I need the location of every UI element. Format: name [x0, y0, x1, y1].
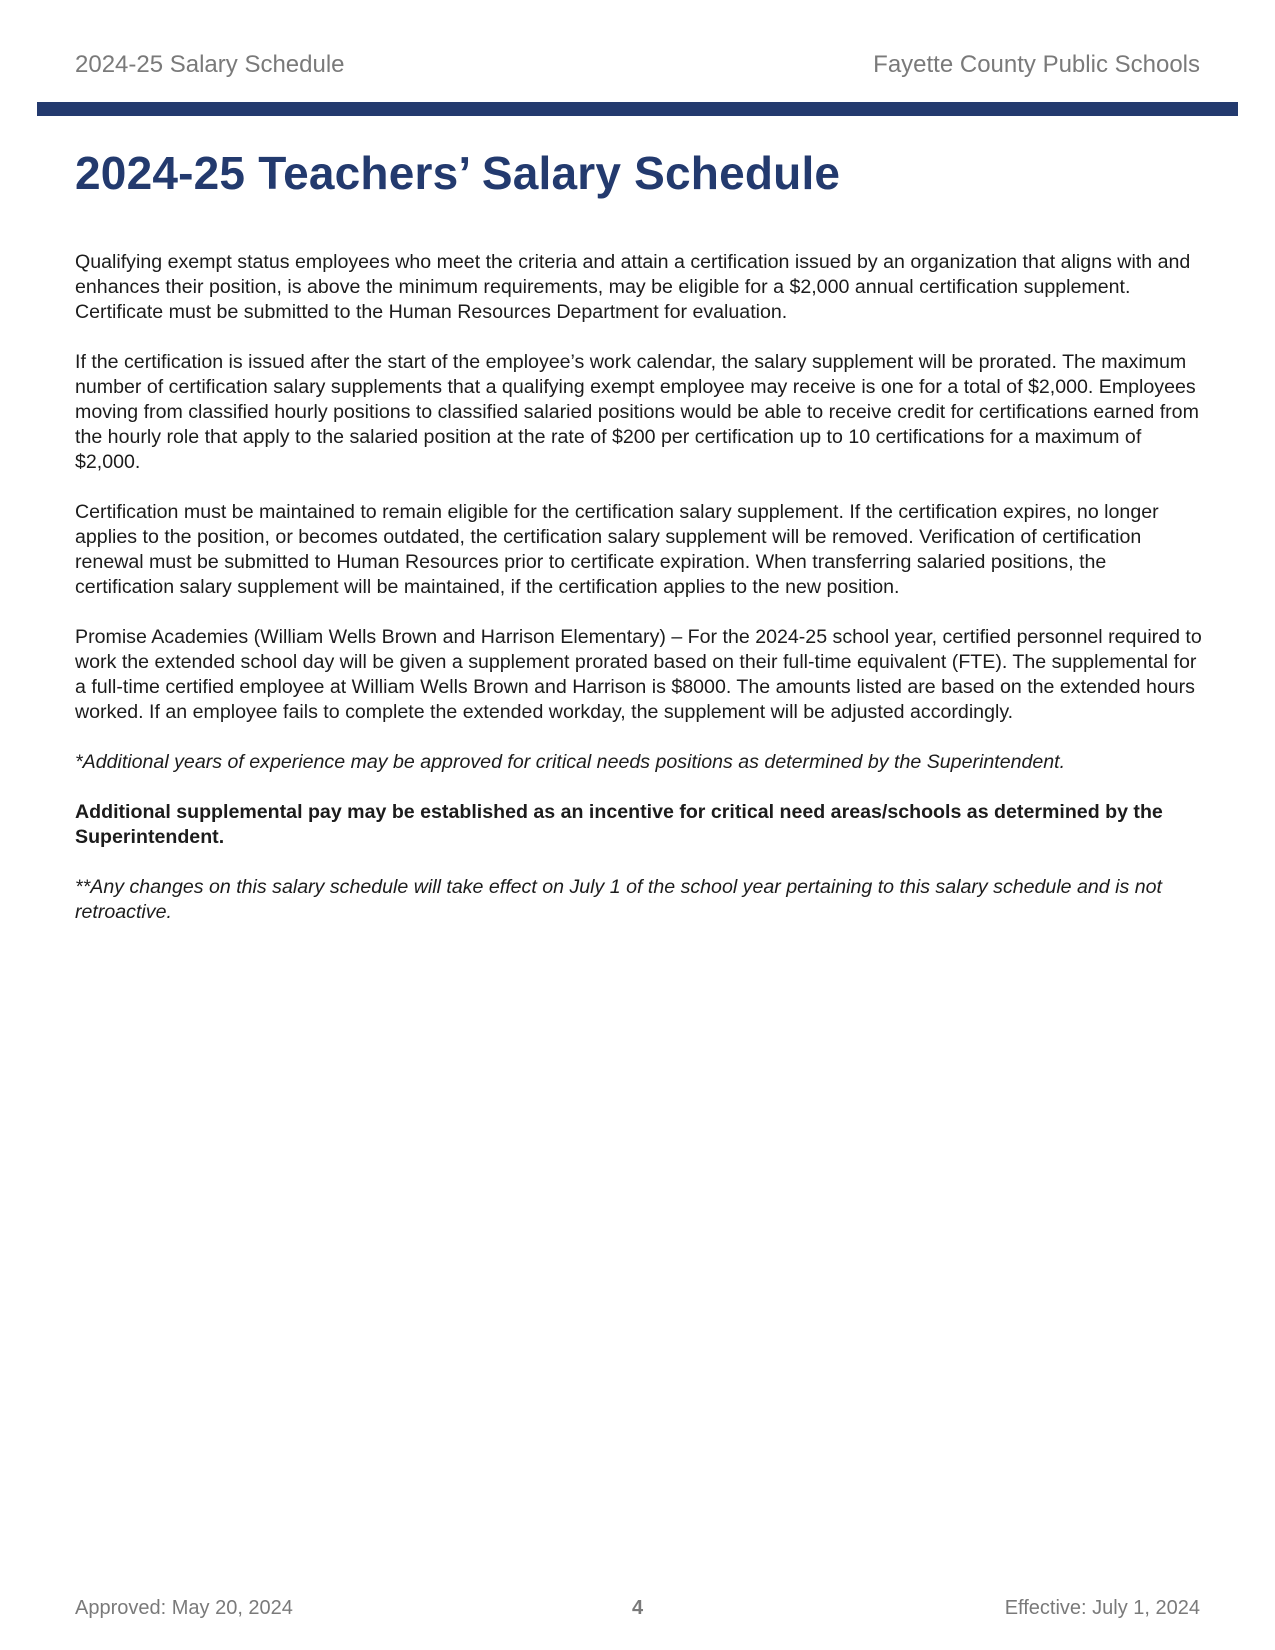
- footer-page-number: 4: [631, 1596, 644, 1619]
- note-additional-experience: *Additional years of experience may be approved for critical needs positions as determined by the Superintendent.: [75, 751, 1066, 773]
- page-title: 2024-25 Teachers’ Salary Schedule: [75, 147, 841, 199]
- paragraph-promise-academies: Promise Academies (William Wells Brown and Harrison Elementary) – For the 2024-25 school year, certified personnel required to work the extended school day will be given a supplement prorated based on their full-time equivalent (FTE). The supplemental for a full-time certified employee at William Wells Brown and Harrison is $8000. The amounts listed are based on the extended hours worked. If an employee fails to complete the extended workday, the supplement will be adjusted accordingly.: [75, 626, 1202, 723]
- note-schedule-changes: **Any changes on this salary schedule will take effect on July 1 of the school year pertaining to this salary schedule and is not retroactive.: [75, 876, 1162, 923]
- paragraph-maintenance: Certification must be maintained to remain eligible for the certification salary supplement. If the certification expires, no longer applies to the position, or becomes outdated, the certification salary supplement will be removed. Verification of certification renewal must be submitted to Human Resources prior to certificate expiration. When transferring salaried positions, the certification salary supplement will be maintained, if the certification applies to the new position.: [75, 501, 1159, 598]
- header-divider: [37, 102, 1238, 116]
- paragraph-certification-supplement: Qualifying exempt status employees who meet the criteria and attain a certification issued by an organization that aligns with and enhances their position, is above the minimum requirements, may be eligible for a $2,000 annual certification supplement. Certificate must be submitted to the Human Resources Department for evaluation.: [75, 251, 1191, 323]
- document-body: [75, 250, 1210, 950]
- page-header: [75, 48, 1200, 82]
- footer-approved-date: Approved: May 20, 2024: [75, 1596, 293, 1619]
- header-organization: Fayette County Public Schools: [873, 51, 1200, 78]
- page-footer: [75, 1593, 1200, 1623]
- footer-effective-date: Effective: July 1, 2024: [1004, 1596, 1200, 1619]
- note-supplemental-pay: Additional supplemental pay may be established as an incentive for critical need areas/schools as determined by the Superintendent.: [75, 801, 1163, 848]
- header-document-title: 2024-25 Salary Schedule: [75, 51, 345, 78]
- paragraph-proration: If the certification is issued after the start of the employee’s work calendar, the salary supplement will be prorated. The maximum number of certification salary supplements that a qualifying exempt employee may receive is one for a total of $2,000. Employees moving from classified hourly positions to classified salaried positions would be able to receive credit for certifications earned from the hourly role that apply to the salaried position at the rate of $200 per certification up to 10 certifications for a maximum of $2,000.: [75, 351, 1199, 473]
